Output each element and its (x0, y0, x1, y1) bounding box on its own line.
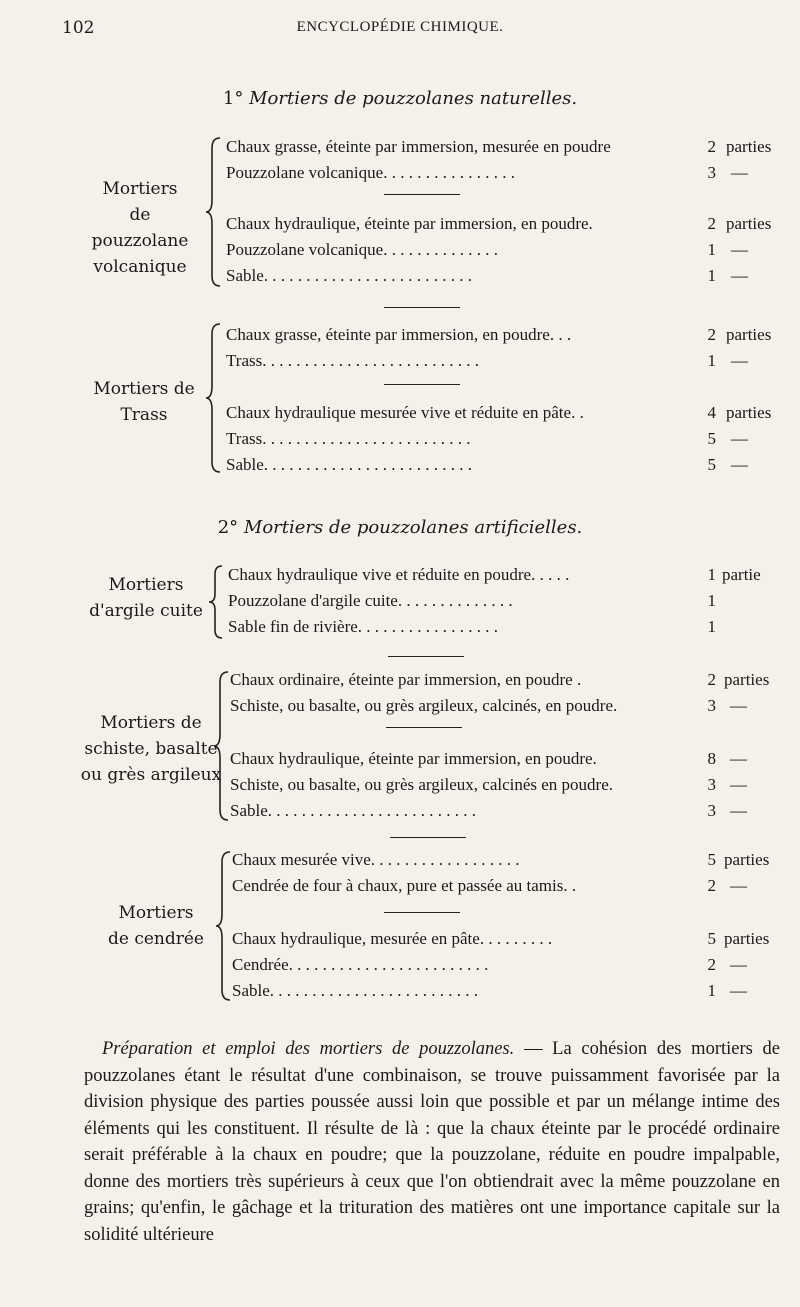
curly-brace-icon (214, 850, 234, 1002)
recipe-line: Pouzzolane volcanique. . . . . . . . . . . . . . 1 — (226, 240, 748, 259)
recipe-line: Chaux mesurée vive. . . . . . . . . . . . . . . . . . 5 parties (232, 850, 770, 869)
recipe-line: Pouzzolane volcanique. . . . . . . . . . . . . . . . 3 — (226, 163, 748, 182)
group-label: Mortiers de schiste, basalte ou grès argileux (80, 713, 222, 785)
curly-brace-icon (212, 670, 232, 822)
divider (384, 307, 460, 308)
recipe-line: Pouzzolane d'argile cuite. . . . . . . . . . . . . . 1 (228, 591, 716, 610)
recipe-line: Chaux hydraulique, mesurée en pâte. . . . . . . . . 5 parties (232, 929, 770, 948)
recipe-line: Chaux grasse, éteinte par immersion, en poudre. . . 2 parties (226, 325, 772, 344)
divider (386, 727, 462, 728)
curly-brace-icon (204, 136, 224, 288)
section-1-title: 1° Mortiers de pouzzolanes naturelles. (222, 88, 578, 109)
recipe-line: Sable. . . . . . . . . . . . . . . . . . . . . . . . . 1 — (232, 981, 747, 1000)
curly-brace-icon (206, 564, 226, 640)
body-paragraph (84, 1036, 780, 1248)
section-2-title: 2° Mortiers de pouzzolanes artificielles. (217, 517, 583, 538)
recipe-line: Sable. . . . . . . . . . . . . . . . . . . . . . . . . 3 — (230, 801, 747, 820)
recipe-line: Chaux hydraulique, éteinte par immersion, en poudre. 8 — (230, 749, 747, 768)
recipe-line: Trass. . . . . . . . . . . . . . . . . . . . . . . . . 5 — (226, 429, 748, 448)
running-title: ENCYCLOPÉDIE CHIMIQUE. (296, 19, 504, 35)
divider (390, 837, 466, 838)
recipe-line: Chaux hydraulique, éteinte par immersion, en poudre. 2 parties (226, 214, 772, 233)
paragraph-body: — La cohésion des mortiers de pouzzolanes étant le résultat d'une combinaison, se trouve puissamment favorisée par la division physique des parties poussée aussi loin que possible et par un mélange intime des éléments qui les constituent. Il résulte de là : que la chaux éteinte par le procédé ordinaire serait préférable à la chaux en poudre; que la pouzzolane, réduite en poudre impalpable, donne des mortiers très supérieurs à ceux que l'on obtiendrait avec la même pouzzolane en grains; qu'enfin, le gâchage et la trituration des matières ont une importance capitale sur la solidité ultérieure (84, 1039, 781, 1245)
recipe-line: Chaux hydraulique vive et réduite en poudre. . . . . 1 partie (228, 565, 761, 584)
page-header (0, 18, 800, 44)
curly-brace-icon (204, 322, 224, 474)
divider (384, 194, 460, 195)
page-number: 102 (62, 18, 95, 38)
group-label: Mortiers de cendrée (107, 903, 204, 949)
recipe-line: Trass. . . . . . . . . . . . . . . . . . . . . . . . . . 1 — (226, 351, 748, 370)
group-label: Mortiers d'argile cuite (89, 575, 203, 621)
recipe-line: Cendrée. . . . . . . . . . . . . . . . . . . . . . . . 2 — (232, 955, 747, 974)
group-label: Mortiers de Trass (93, 379, 195, 425)
paragraph-lead: Préparation et emploi des mortiers de pouzzolanes. (102, 1039, 515, 1059)
recipe-line: Chaux ordinaire, éteinte par immersion, en poudre . 2 parties (230, 670, 770, 689)
recipe-line: Schiste, ou basalte, ou grès argileux, calcinés, en poudre. 3 — (230, 696, 747, 715)
divider (384, 912, 460, 913)
recipe-line: Chaux hydraulique mesurée vive et réduite en pâte. . 4 parties (226, 403, 772, 422)
recipe-line: Sable. . . . . . . . . . . . . . . . . . . . . . . . . 5 — (226, 455, 748, 474)
recipe-line: Chaux grasse, éteinte par immersion, mesurée en poudre 2 parties (226, 137, 772, 156)
recipe-line: Sable. . . . . . . . . . . . . . . . . . . . . . . . . 1 — (226, 266, 748, 285)
recipe-line: Sable fin de rivière. . . . . . . . . . . . . . . . . 1 (228, 617, 716, 636)
recipe-line: Cendrée de four à chaux, pure et passée au tamis. . 2 — (232, 876, 747, 895)
recipe-line: Schiste, ou basalte, ou grès argileux, calcinés en poudre. 3 — (230, 775, 747, 794)
divider (384, 384, 460, 385)
divider (388, 656, 464, 657)
group-label: Mortiers de pouzzolane volcanique (91, 179, 189, 277)
